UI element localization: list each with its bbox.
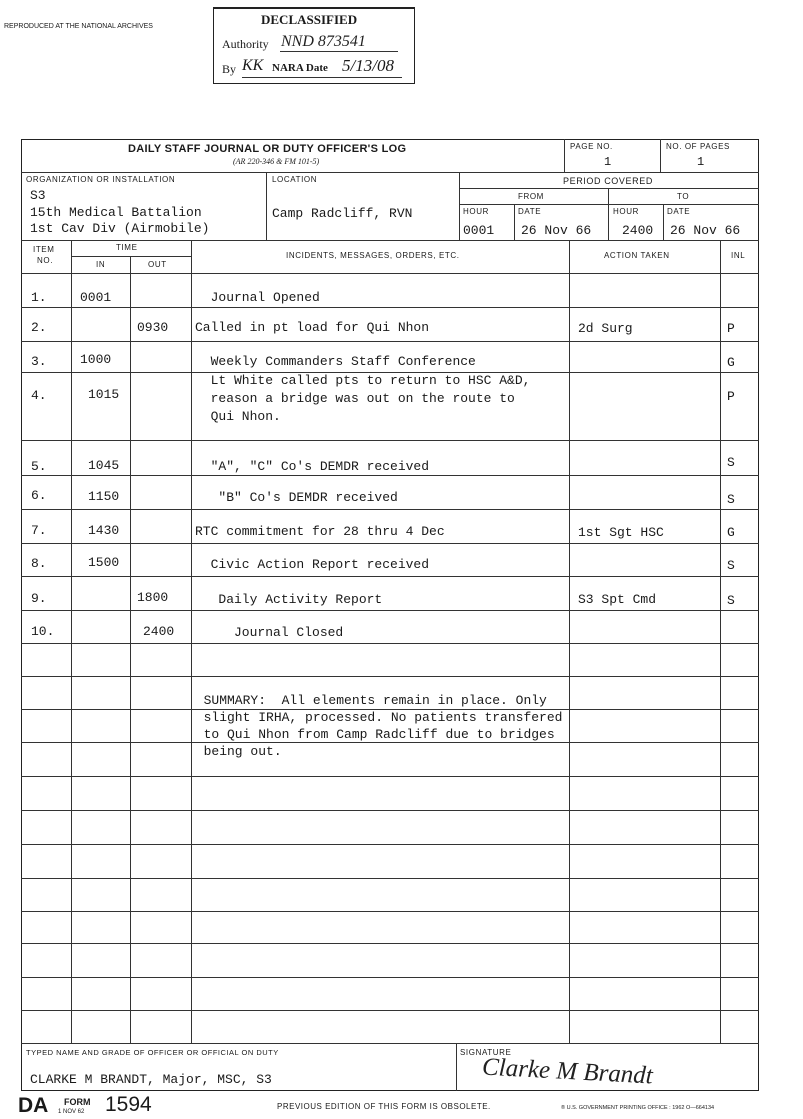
entry-text: Journal Opened [195,290,320,305]
action-label: ACTION TAKEN [604,251,670,260]
archive-note: REPRODUCED AT THE NATIONAL ARCHIVES [4,23,153,30]
row-rule [21,676,759,677]
out-label: OUT [148,260,167,269]
org-line-1: S3 [30,188,46,203]
org-line-2: 15th Medical Battalion [30,205,202,220]
form-label: FORM [64,1097,91,1107]
stamp-date-value: 5/13/08 [342,56,394,75]
entry-in: 1015 [88,387,120,402]
entry-text: "A", "C" Co's DEMDR received [195,459,430,474]
to-date-label: DATE [667,207,691,216]
entry-text: Civic Action Report received [195,557,430,572]
entry-in: 1150 [88,489,120,504]
entry-text: "B" Co's DEMDR received [195,490,398,505]
entry-inl: S [727,492,735,507]
to-hour-label: HOUR [613,207,639,216]
entry-text: Called in pt load for Qui Nhon [195,320,430,335]
row-rule [21,576,759,577]
entry-in: 0001 [80,290,112,305]
row-rule [21,440,759,441]
entry-no: 9. [31,591,47,606]
entry-no: 7. [31,523,47,538]
entry-inl: G [727,525,735,540]
entry-inl: P [727,321,735,336]
entry-action: S3 Spt Cmd [578,592,657,607]
row-rule [21,943,759,944]
entry-in: 1000 [80,352,112,367]
row-rule [21,643,759,644]
row-rule [21,307,759,308]
entry-no: 8. [31,556,47,571]
entry-text: Journal Closed [195,625,344,640]
to-date: 26 Nov 66 [670,223,741,238]
row-rule [21,509,759,510]
num-pages-label: NO. OF PAGES [666,142,730,151]
obsolete-note: PREVIOUS EDITION OF THIS FORM IS OBSOLETE. [277,1102,491,1111]
row-rule [21,810,759,811]
signature-label: SIGNATURE [460,1048,512,1057]
gpo-note: ® U.S. GOVERNMENT PRINTING OFFICE : 1962 O—664134 [561,1105,715,1111]
org-label: ORGANIZATION OR INSTALLATION [26,175,176,184]
from-hour: 0001 [463,223,495,238]
row-rule [21,1010,759,1011]
row-rule [21,610,759,611]
org-line-3: 1st Cav Div (Airmobile) [30,221,210,236]
entry-text: Daily Activity Report [195,592,383,607]
from-date-label: DATE [518,207,542,216]
period-label: PERIOD COVERED [563,176,653,186]
num-pages: 1 [697,155,705,169]
declassified-stamp [213,7,415,84]
page-no-label: PAGE NO. [570,142,613,151]
entry-no: 3. [31,354,47,369]
row-rule [21,475,759,476]
entry-in: 1045 [88,458,120,473]
entry-no: 2. [31,320,47,335]
entry-text: RTC commitment for 28 thru 4 Dec [195,524,445,539]
stamp-by-label: By [222,62,237,76]
officer-label: TYPED NAME AND GRADE OF OFFICER OR OFFICIAL ON DUTY [26,1048,279,1057]
form-title: DAILY STAFF JOURNAL OR DUTY OFFICER'S LOG [128,143,407,155]
to-hour: 2400 [622,223,654,238]
incidents-label: INCIDENTS, MESSAGES, ORDERS, ETC. [286,251,460,260]
inl-label: INL [731,251,746,260]
row-rule [21,844,759,845]
entry-action: 1st Sgt HSC [578,525,664,540]
from-date: 26 Nov 66 [521,223,592,238]
form-subtitle: (AR 220-346 & FM 101-5) [233,157,320,166]
entry-no: 6. [31,488,47,503]
row-rule [21,776,759,777]
row-rule [21,878,759,879]
entry-inl: S [727,558,735,573]
stamp-title: DECLASSIFIED [261,12,358,27]
entry-inl: P [727,389,735,404]
entry-inl: S [727,593,735,608]
form-date: 1 NOV 62 [58,1109,85,1115]
entry-out: 1800 [137,590,169,605]
entry-inl: S [727,455,735,470]
from-hour-label: HOUR [463,207,489,216]
row-rule [21,543,759,544]
location-label: LOCATION [272,175,318,184]
entry-in: 1430 [88,523,120,538]
stamp-authority-value: NND 873541 [281,33,366,50]
signature: Clarke M Brandt [481,1053,654,1090]
form-number: 1594 [105,1093,152,1116]
entry-in: 1500 [88,555,120,570]
form-da: DA [18,1094,49,1117]
summary-text: SUMMARY: All elements remain in place. Only slight IRHA, processed. No patients transfered to Qui Nhon from Camp Radcliff due to bridges being out. [203,693,563,759]
item-label: ITEM [33,245,55,254]
location-value: Camp Radcliff, RVN [272,206,413,221]
entry-out: 0930 [137,320,169,335]
entry-no: 4. [31,388,47,403]
journal-form [21,139,759,1091]
officer-name: CLARKE M BRANDT, Major, MSC, S3 [30,1072,272,1087]
time-label: TIME [116,243,138,252]
entry-no: 5. [31,459,47,474]
no-label: NO. [37,256,54,265]
entry-no: 10. [31,624,55,639]
from-label: FROM [518,192,544,201]
entry-inl: G [727,355,735,370]
stamp-authority-label: Authority [222,37,269,51]
row-rule [21,911,759,912]
in-label: IN [96,260,106,269]
entry-text: Weekly Commanders Staff Conference [195,354,476,369]
stamp-by-value: KK [242,57,264,74]
entry-text: Lt White called pts to return to HSC A&D, reason a bridge was out on the route to Qui Nhon. [210,373,531,424]
to-label: TO [677,192,690,201]
entry-out: 2400 [143,624,175,639]
row-rule [21,341,759,342]
row-rule [21,273,759,274]
entry-no: 1. [31,290,47,305]
entry-action: 2d Surg [578,321,633,336]
row-rule [21,977,759,978]
stamp-nara-label: NARA Date [272,62,328,74]
page-no: 1 [604,155,612,169]
